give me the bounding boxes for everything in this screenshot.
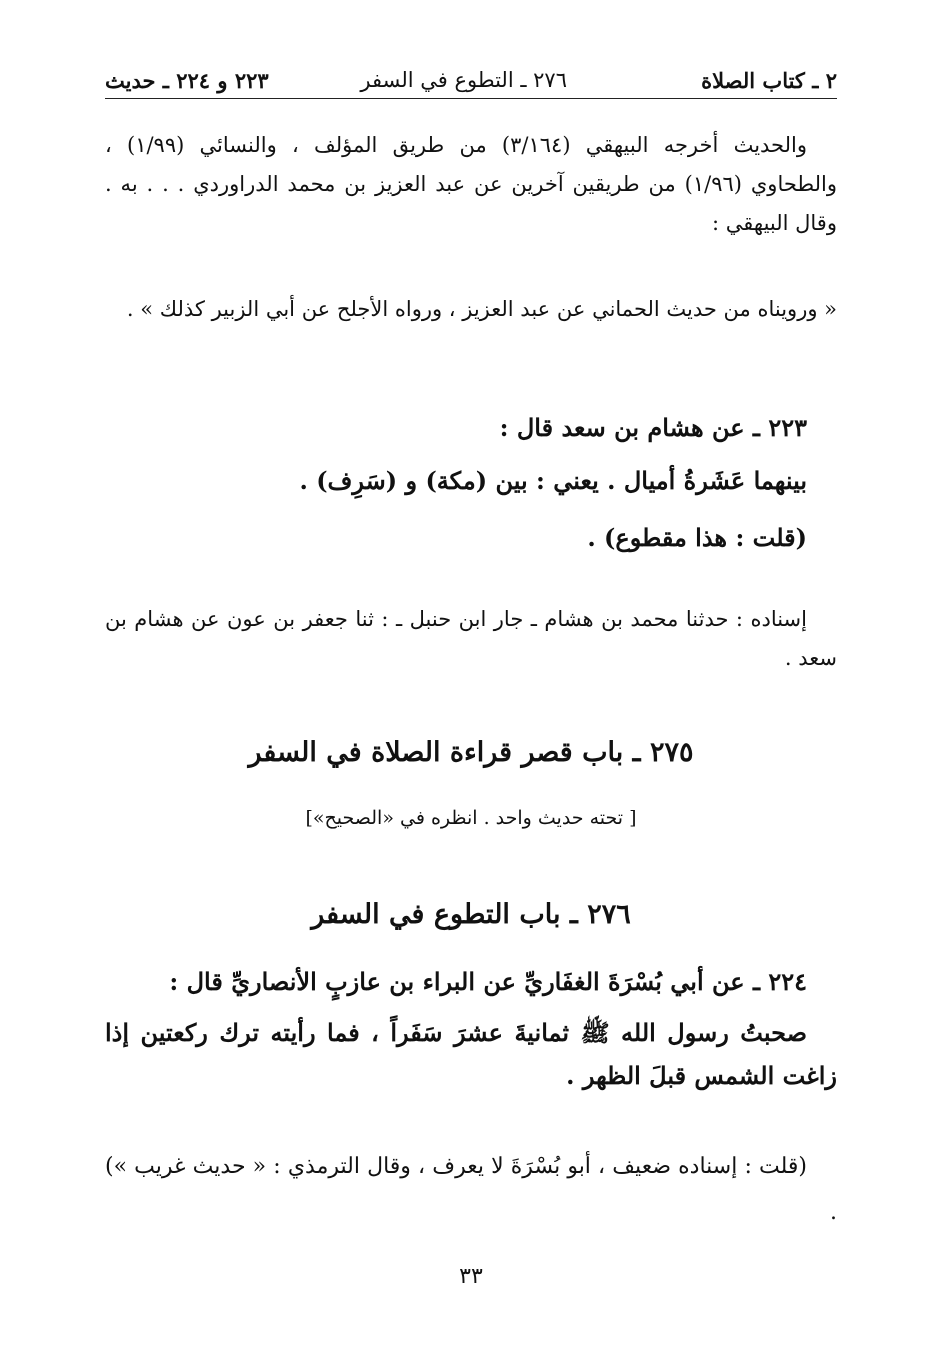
chapter-276 xyxy=(105,890,837,940)
header-hadith-range: ٢٢٣ و ٢٢٤ ـ حديث xyxy=(105,68,269,93)
chapter-275-note xyxy=(105,798,837,838)
takhrij-text: والحديث أخرجه البيهقي (٣/١٦٤) من طريق المؤلف ، والنسائي (١/٩٩) ، والطحاوي (١/٩٦) من طريقين آخرين عن عبد العزيز بن محمد الدراوردي . . . به . وقال البيهقي : xyxy=(105,133,837,235)
page-number: ٣٣ xyxy=(459,1264,483,1289)
hadith-224 xyxy=(105,960,837,1097)
book-page xyxy=(105,60,837,1289)
bayhaqi-quote-text: « ورويناه من حديث الحماني عن عبد العزيز ، ورواه الأجلح عن أبي الزبير كذلك » . xyxy=(126,297,837,321)
chapter-275 xyxy=(105,728,837,778)
running-header xyxy=(105,60,837,99)
hadith-223-comment: (قلت : هذا مقطوع) . xyxy=(587,523,807,552)
hadith-224-text: صحبتُ رسول الله ﷺ ثمانيةَ عشرَ سَفَراً ، فما رأيته ترك ركعتين إذا زاغت الشمس قبلَ الظهر . xyxy=(105,1018,837,1090)
bayhaqi-quote xyxy=(105,290,837,329)
header-section: ٢٧٦ ـ التطوع في السفر xyxy=(360,68,567,92)
chapter-276-title: ٢٧٦ ـ باب التطوع في السفر xyxy=(311,899,631,930)
hadith-223 xyxy=(105,406,837,559)
hadith-224-comment-text: (قلت : إسناده ضعيف ، أبو بُسْرَةَ لا يعرف ، وقال الترمذي : « حديث غريب ») . xyxy=(105,1154,837,1225)
hadith-223-isnad-text: إسناده : حدثنا محمد بن هشام ـ جار ابن حنبل ـ : ثنا جعفر بن عون عن هشام بن سعد . xyxy=(105,607,837,670)
hadith-223-text: بينهما عَشَرةُ أميال . يعني : بين (مكة) و (سَرِف) . xyxy=(299,466,807,495)
header-chapter: ٢ ـ كتاب الصلاة xyxy=(701,68,837,93)
chapter-275-note-text: [ تحته حديث واحد . انظره في «الصحيح»] xyxy=(305,807,637,829)
hadith-224-heading: ٢٢٤ ـ عن أبي بُسْرَةَ الغفَاريِّ عن البراء بن عازبٍ الأنصاريِّ قال : xyxy=(169,967,807,996)
chapter-275-title: ٢٧٥ ـ باب قصر قراءة الصلاة في السفر xyxy=(248,737,694,768)
hadith-223-isnad xyxy=(105,600,837,678)
hadith-224-comment xyxy=(105,1144,837,1236)
takhrij-paragraph xyxy=(105,126,837,243)
hadith-223-heading: ٢٢٣ ـ عن هشام بن سعد قال : xyxy=(499,413,807,442)
